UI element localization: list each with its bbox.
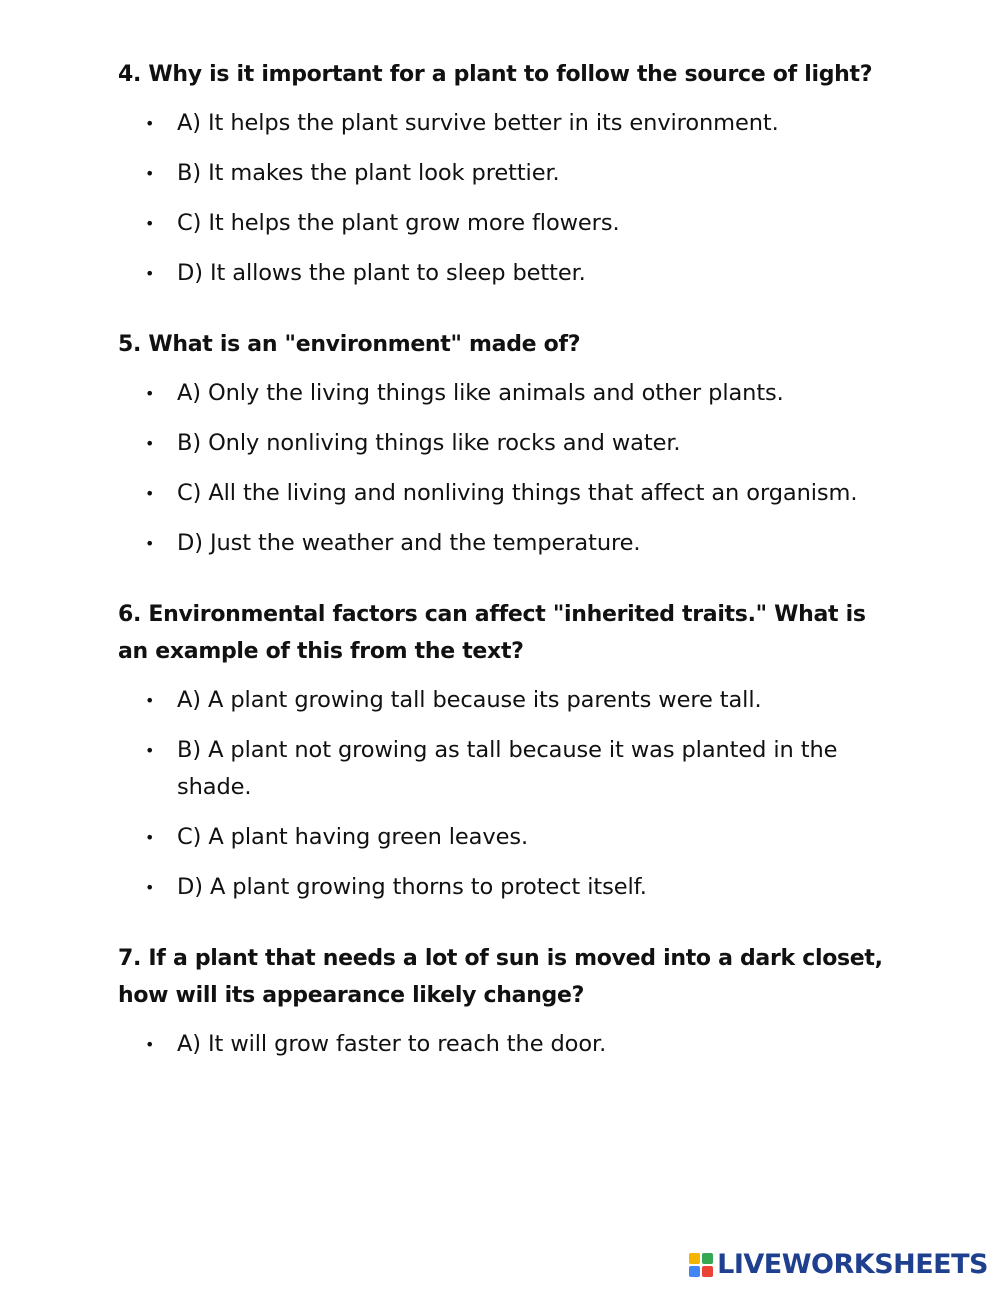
answer-option-text: D) Just the weather and the temperature. bbox=[177, 530, 641, 556]
answer-option-text: A) Only the living things like animals and other plants. bbox=[177, 380, 784, 406]
answer-options bbox=[118, 1026, 888, 1063]
bullet-icon: • bbox=[145, 828, 155, 847]
answer-option-text: B) A plant not growing as tall because it was planted in the shade. bbox=[177, 737, 838, 800]
answer-option-a bbox=[118, 105, 888, 142]
question-7 bbox=[118, 940, 888, 1063]
logo-text: LIVEWORKSHEETS bbox=[717, 1249, 988, 1280]
answer-option-text: D) A plant growing thorns to protect itself. bbox=[177, 874, 647, 900]
worksheet-content bbox=[118, 56, 888, 1095]
question-prompt: 7. If a plant that needs a lot of sun is moved into a dark closet, how will its appearance likely change? bbox=[118, 946, 883, 1008]
answer-option-c bbox=[118, 819, 888, 856]
question-prompt: 4. Why is it important for a plant to follow the source of light? bbox=[118, 62, 873, 87]
bullet-icon: • bbox=[145, 264, 155, 283]
liveworksheets-logo bbox=[689, 1250, 988, 1280]
bullet-icon: • bbox=[145, 1035, 155, 1054]
answer-option-d bbox=[118, 869, 888, 906]
answer-option-text: C) It helps the plant grow more flowers. bbox=[177, 210, 620, 236]
answer-option-b bbox=[118, 732, 888, 806]
answer-option-text: B) Only nonliving things like rocks and water. bbox=[177, 430, 681, 456]
question-5 bbox=[118, 326, 888, 562]
answer-option-text: C) All the living and nonliving things that affect an organism. bbox=[177, 480, 858, 506]
answer-option-b bbox=[118, 155, 888, 192]
answer-option-text: B) It makes the plant look prettier. bbox=[177, 160, 560, 186]
question-6 bbox=[118, 596, 888, 906]
answer-option-c bbox=[118, 205, 888, 242]
answer-option-d bbox=[118, 255, 888, 292]
answer-option-d bbox=[118, 525, 888, 562]
answer-options bbox=[118, 682, 888, 906]
answer-option-b bbox=[118, 425, 888, 462]
bullet-icon: • bbox=[145, 214, 155, 233]
answer-options bbox=[118, 105, 888, 292]
bullet-icon: • bbox=[145, 534, 155, 553]
answer-option-a bbox=[118, 375, 888, 412]
question-prompt: 6. Environmental factors can affect "inherited traits." What is an example of this from the text? bbox=[118, 602, 866, 664]
bullet-icon: • bbox=[145, 484, 155, 503]
answer-option-a bbox=[118, 1026, 888, 1063]
bullet-icon: • bbox=[145, 741, 155, 760]
answer-option-c bbox=[118, 475, 888, 512]
bullet-icon: • bbox=[145, 878, 155, 897]
answer-options bbox=[118, 375, 888, 562]
bullet-icon: • bbox=[145, 434, 155, 453]
answer-option-a bbox=[118, 682, 888, 719]
answer-option-text: A) A plant growing tall because its parents were tall. bbox=[177, 687, 762, 713]
answer-option-text: A) It helps the plant survive better in its environment. bbox=[177, 110, 779, 136]
bullet-icon: • bbox=[145, 164, 155, 183]
bullet-icon: • bbox=[145, 114, 155, 133]
answer-option-text: C) A plant having green leaves. bbox=[177, 824, 529, 850]
question-prompt: 5. What is an "environment" made of? bbox=[118, 332, 581, 357]
bullet-icon: • bbox=[145, 691, 155, 710]
answer-option-text: D) It allows the plant to sleep better. bbox=[177, 260, 586, 286]
logo-mark-icon bbox=[689, 1253, 713, 1277]
bullet-icon: • bbox=[145, 384, 155, 403]
question-4 bbox=[118, 56, 888, 292]
answer-option-text: A) It will grow faster to reach the door. bbox=[177, 1031, 607, 1057]
